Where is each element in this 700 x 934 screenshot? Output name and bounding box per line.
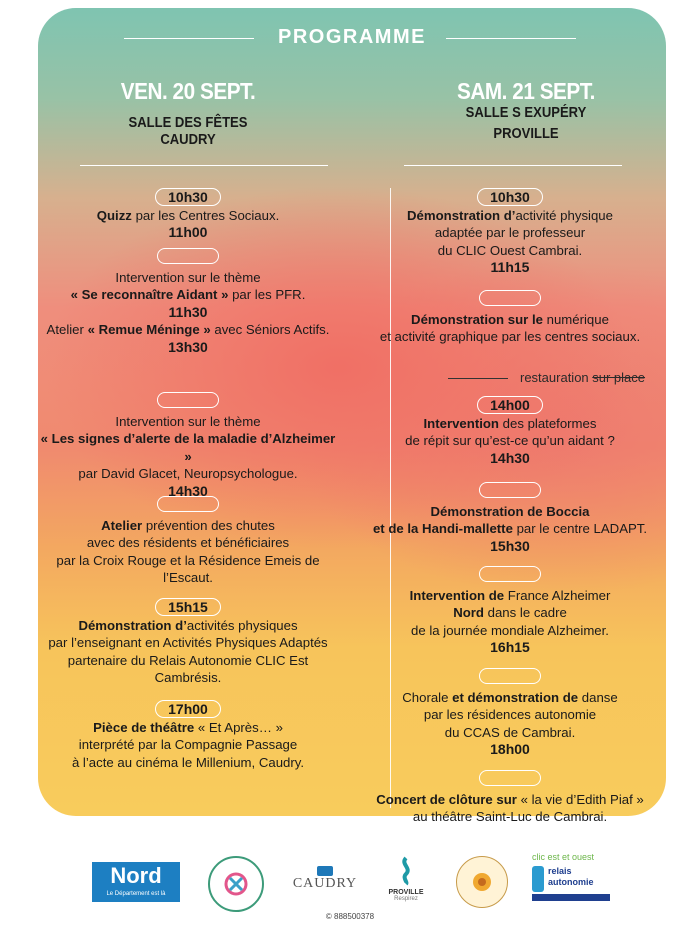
right-block-5 xyxy=(360,566,660,657)
header-rule-right xyxy=(446,38,576,39)
time-pill-empty xyxy=(157,392,219,408)
end-time: 14h30 xyxy=(490,449,530,466)
activity-title: Atelier xyxy=(101,517,143,533)
nord-logo-text: Nord xyxy=(110,863,162,888)
lunch-label: restauration xyxy=(520,370,593,385)
activity-line: Intervention sur le thème xyxy=(115,269,261,285)
clic-logo-top: clic est et ouest xyxy=(532,852,595,862)
activity-title: Nord xyxy=(453,605,484,620)
proville-logo-text: PROVILLE xyxy=(388,889,424,896)
activity-line: avec des résidents et bénéficiaires xyxy=(86,535,290,550)
left-venue-name: SALLE DES FÊTES xyxy=(128,115,248,131)
end-time: 13h30 xyxy=(168,338,208,355)
programme-header xyxy=(38,26,666,49)
partner-logos xyxy=(0,852,700,912)
relais-logo-body xyxy=(532,866,612,894)
relais-logo-text-2: autonomie xyxy=(548,877,594,887)
right-column-header xyxy=(416,78,636,143)
activity-text: par le centre LADAPT. xyxy=(512,521,648,536)
time-pill-empty xyxy=(479,290,541,306)
programme-title: PROGRAMME xyxy=(278,26,426,48)
activity-text: Atelier xyxy=(46,322,88,337)
end-time: 11h00 xyxy=(168,224,208,240)
relais-logo-text-1: relais xyxy=(548,866,572,876)
activity-line: par la Croix Rouge et la Résidence Emeis de l’Escaut. xyxy=(56,552,320,585)
activity-title: et démonstration de xyxy=(452,689,579,705)
time-pill-empty xyxy=(157,496,219,512)
relais-logo-bar xyxy=(532,894,610,901)
right-block-2 xyxy=(360,290,660,346)
time-label: 16h15 xyxy=(490,639,530,655)
activity-line: Intervention sur le thème xyxy=(115,413,261,429)
left-day: VEN. 20 SEPT. xyxy=(120,78,256,104)
activity-line: du CLIC Ouest Cambrai. xyxy=(437,242,583,258)
right-block-4 xyxy=(360,482,660,555)
caudry-logo xyxy=(286,866,364,896)
left-block-5 xyxy=(40,598,336,687)
activity-title: Démonstration d’ xyxy=(78,617,187,633)
time-pill: 10h30 xyxy=(477,188,543,206)
time-pill: 14h00 xyxy=(477,396,543,414)
activity-text: par les PFR. xyxy=(228,287,306,302)
nord-logo-sub: Le Département est là xyxy=(106,891,166,897)
activity-title: Intervention xyxy=(423,415,499,431)
proville-logo-icon xyxy=(396,856,416,884)
activity-text: « Et Après… » xyxy=(194,719,283,735)
activity-line: par les résidences autonomie xyxy=(423,707,597,722)
activity-text: par les Centres Sociaux. xyxy=(131,207,280,223)
time-pill-empty xyxy=(479,482,541,498)
activity-title: Démonstration d’ xyxy=(407,207,516,223)
proville-logo-sub: Respirez xyxy=(394,896,418,902)
activity-text: activité physique xyxy=(515,207,613,223)
activity-title: Pièce de théâtre xyxy=(93,719,195,735)
activity-line: à l’acte au cinéma le Millenium, Caudry. xyxy=(71,754,305,770)
activity-text: « la vie d’Edith Piaf » xyxy=(516,791,644,807)
time-pill: 17h00 xyxy=(155,700,221,718)
right-block-6 xyxy=(360,668,660,759)
left-column-header xyxy=(88,78,288,149)
ccas-logo-icon xyxy=(210,858,262,910)
activity-title: Quizz xyxy=(96,207,132,223)
time-pill-empty xyxy=(479,566,541,582)
activity-line: au théâtre Saint-Luc de Cambrai. xyxy=(412,809,608,824)
right-venue-city: PROVILLE xyxy=(493,126,559,142)
nord-logo xyxy=(92,862,180,902)
activity-text: des plateformes xyxy=(498,415,597,431)
activity-text: avec Séniors Actifs. xyxy=(210,322,330,337)
activity-text: France Alzheimer xyxy=(504,587,611,603)
activity-text: danse xyxy=(578,689,618,705)
activity-text: numérique xyxy=(542,311,609,327)
right-block-1 xyxy=(360,188,660,277)
activity-text: activités physiques xyxy=(186,617,298,633)
lunch-rule xyxy=(448,378,508,379)
activity-line: de répit sur qu’est-ce qu’un aidant ? xyxy=(405,433,615,448)
lunch-label-strike: sur place xyxy=(592,370,646,385)
activity-title: « Se reconnaître Aidant » xyxy=(70,287,229,302)
right-day: SAM. 21 SEPT. xyxy=(457,78,595,104)
activity-text: Chorale xyxy=(402,689,453,705)
activity-line: par David Glacet, Neuropsychologue. xyxy=(78,466,298,481)
activity-title: Concert de clôture sur xyxy=(376,791,517,807)
left-header-rule xyxy=(80,165,328,166)
right-venue-name: SALLE S EXUPÉRY xyxy=(465,105,587,121)
activity-text: par les centres sociaux. xyxy=(501,329,641,344)
clic-relais-logo xyxy=(532,852,612,908)
flower-icon xyxy=(457,857,507,907)
activity-title: « Les signes d’alerte de la maladie d’Alzheimer » xyxy=(40,431,336,464)
time-pill-empty xyxy=(479,668,541,684)
time-label: 15h30 xyxy=(490,537,530,554)
time-pill-empty xyxy=(479,770,541,786)
end-time: 11h15 xyxy=(490,259,530,275)
activity-text: et activité graphique xyxy=(379,329,502,344)
left-block-1 xyxy=(40,188,336,242)
relais-logo-icon xyxy=(532,866,544,892)
activity-title: Démonstration sur le xyxy=(411,311,543,327)
ccas-logo xyxy=(208,856,264,912)
caudry-logo-text: CAUDRY xyxy=(292,876,358,891)
header-rule-left xyxy=(124,38,254,39)
activity-line: interprété par la Compagnie Passage xyxy=(78,737,298,752)
activity-line: adaptée par le professeur xyxy=(434,225,586,240)
activity-line: par l’enseignant en Activités Physiques Adaptés xyxy=(48,635,328,650)
activity-text: prévention des chutes xyxy=(142,517,275,533)
time-label: 11h30 xyxy=(168,303,208,320)
programme-card xyxy=(38,8,666,824)
time-label: 18h00 xyxy=(490,741,530,757)
left-block-3 xyxy=(40,392,336,500)
caudry-logo-icon xyxy=(317,866,333,876)
left-block-2 xyxy=(40,248,336,356)
activity-title: « Remue Méninge » xyxy=(87,322,211,337)
left-venue-city: CAUDRY xyxy=(160,132,216,148)
right-block-7 xyxy=(360,770,660,826)
activity-title: et de la Handi-mallette xyxy=(372,521,513,536)
time-pill: 10h30 xyxy=(155,188,221,206)
activity-title: Démonstration de Boccia xyxy=(430,503,590,519)
proville-logo xyxy=(385,856,427,906)
right-header-rule xyxy=(404,165,622,166)
time-pill-empty xyxy=(157,248,219,264)
copyright: © 888500378 xyxy=(325,912,375,921)
activity-line: de la journée mondiale Alzheimer. xyxy=(411,622,609,638)
right-block-3 xyxy=(360,396,660,467)
activity-line: du CCAS de Cambrai. xyxy=(444,724,576,740)
left-block-6 xyxy=(40,700,336,771)
time-label: 14h30 xyxy=(168,482,208,499)
time-pill: 15h15 xyxy=(155,598,221,616)
activity-text: dans le cadre xyxy=(483,605,567,620)
left-block-4 xyxy=(40,496,336,587)
activity-line: partenaire du Relais Autonomie CLIC Est Cambrésis. xyxy=(67,652,309,685)
activity-title: Intervention de xyxy=(409,587,505,603)
association-logo xyxy=(456,856,508,908)
